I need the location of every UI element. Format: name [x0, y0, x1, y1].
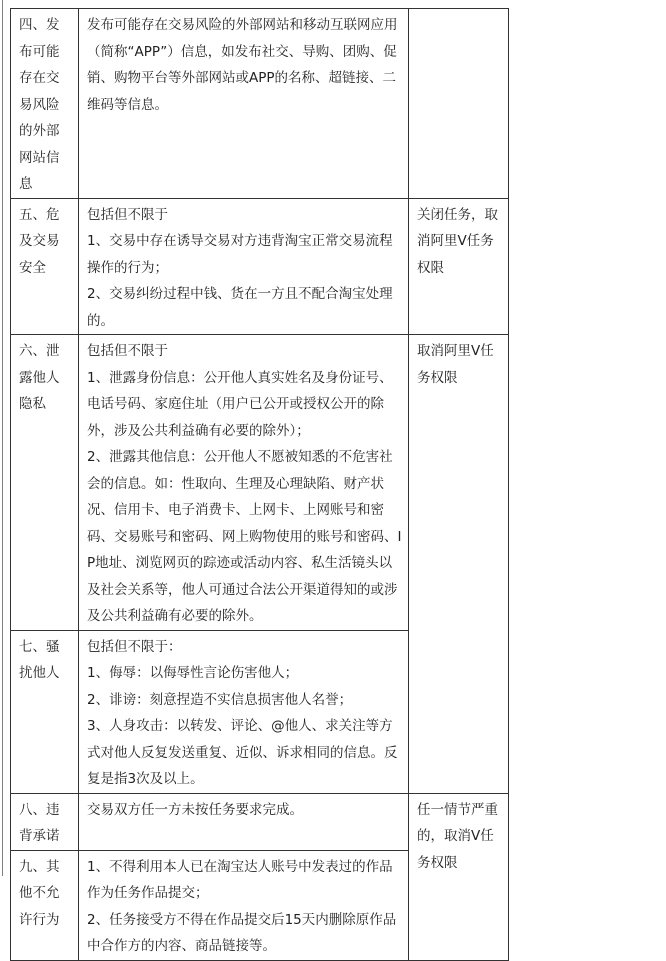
page-border — [2, 0, 3, 876]
penalty-cell: 关闭任务，取消阿里V任务权限 — [409, 198, 509, 335]
category-cell: 九、其他不允许行为 — [11, 850, 79, 960]
content-cell: 1、不得利用本人已在淘宝达人账号中发表过的作品作为任务作品提交； 2、任务接受方不得在作品提交后15天内删除原作品中合作方的内容、商品链接等。 — [79, 850, 409, 960]
penalty-cell — [409, 9, 509, 199]
category-cell: 五、危及交易安全 — [11, 198, 79, 335]
content-cell: 包括但不限于： 1、侮辱：以侮辱性言论伤害他人； 2、诽谤：刻意捏造不实信息损害他人名誉； 3、人身攻击：以转发、评论、@他人、求关注等方式对他人反复发送重复、近似、诉求相同的信息。反复是指3次及以上。 — [79, 630, 409, 793]
content-cell: 交易双方任一方未按任务要求完成。 — [79, 793, 409, 850]
penalty-cell: 任一情节严重的，取消V任务权限 — [409, 793, 509, 960]
content-cell: 发布可能存在交易风险的外部网站和移动互联网应用（简称“APP”）信息，如发布社交、导购、团购、促销、购物平台等外部网站或APP的名称、超链接、二维码等信息。 — [79, 9, 409, 199]
table-row — [11, 9, 509, 199]
category-cell: 六、泄露他人隐私 — [11, 335, 79, 631]
content-cell: 包括但不限于 1、泄露身份信息：公开他人真实姓名及身份证号、电话号码、家庭住址（用户已公开或授权公开的除外，涉及公共利益确有必要的除外）； 2、泄露其他信息：公开他人不愿被知悉的不危害社会的信息。如：性取向、生理及心理缺陷、财产状况、信用卡、电子消费卡、上网卡、上网账号和密码、交易账号和密码、网上购物使用的账号和密码、IP地址、浏览网页的踪迹或活动内容、私生活镜头以及社会关系等，他人可通过合法公开渠道得知的或涉及公共利益确有必要的除外。 — [79, 335, 409, 631]
category-cell: 七、骚扰他人 — [11, 630, 79, 793]
table-row — [11, 335, 509, 631]
category-cell: 四、发布可能存在交易风险的外部网站信息 — [11, 9, 79, 199]
category-cell: 八、违背承诺 — [11, 793, 79, 850]
table-row — [11, 198, 509, 335]
table-row — [11, 793, 509, 850]
penalty-cell: 取消阿里V任务权限 — [409, 335, 509, 794]
rules-table — [10, 8, 509, 961]
content-cell: 包括但不限于 1、交易中存在诱导交易对方违背淘宝正常交易流程操作的行为； 2、交易纠纷过程中钱、货在一方且不配合淘宝处理的。 — [79, 198, 409, 335]
